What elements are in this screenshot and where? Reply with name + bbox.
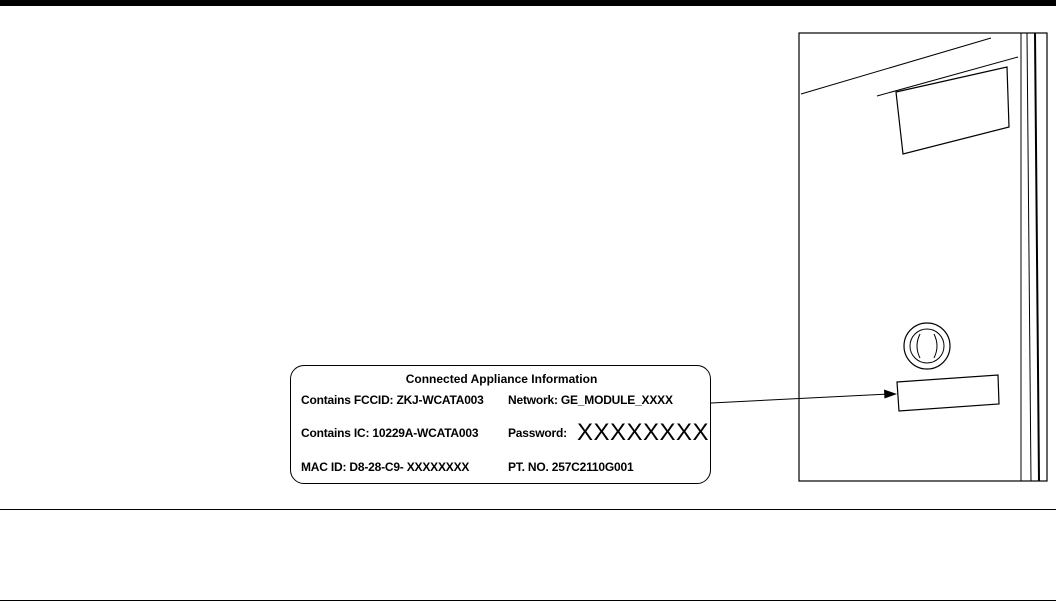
- label-password-name: Password:: [508, 426, 567, 440]
- section-divider: [0, 509, 1056, 510]
- label-mac: MAC ID: D8-28-C9- XXXXXXXX: [301, 460, 470, 474]
- label-title: Connected Appliance Information: [405, 372, 598, 386]
- label-ic: Contains IC: 10229A-WCATA003: [301, 426, 479, 440]
- label-password-value: XXXXXXXX: [577, 419, 710, 446]
- connected-appliance-label: [290, 365, 711, 484]
- label-fccid: Contains FCCID: ZKJ-WCATA003: [301, 393, 484, 407]
- label-part-no: PT. NO. 257C2110G001: [508, 460, 634, 474]
- bottom-divider: [0, 600, 1056, 601]
- label-network: Network: GE_MODULE_XXXX: [508, 393, 673, 407]
- label-location: [897, 375, 999, 411]
- knob-inner: [910, 329, 944, 363]
